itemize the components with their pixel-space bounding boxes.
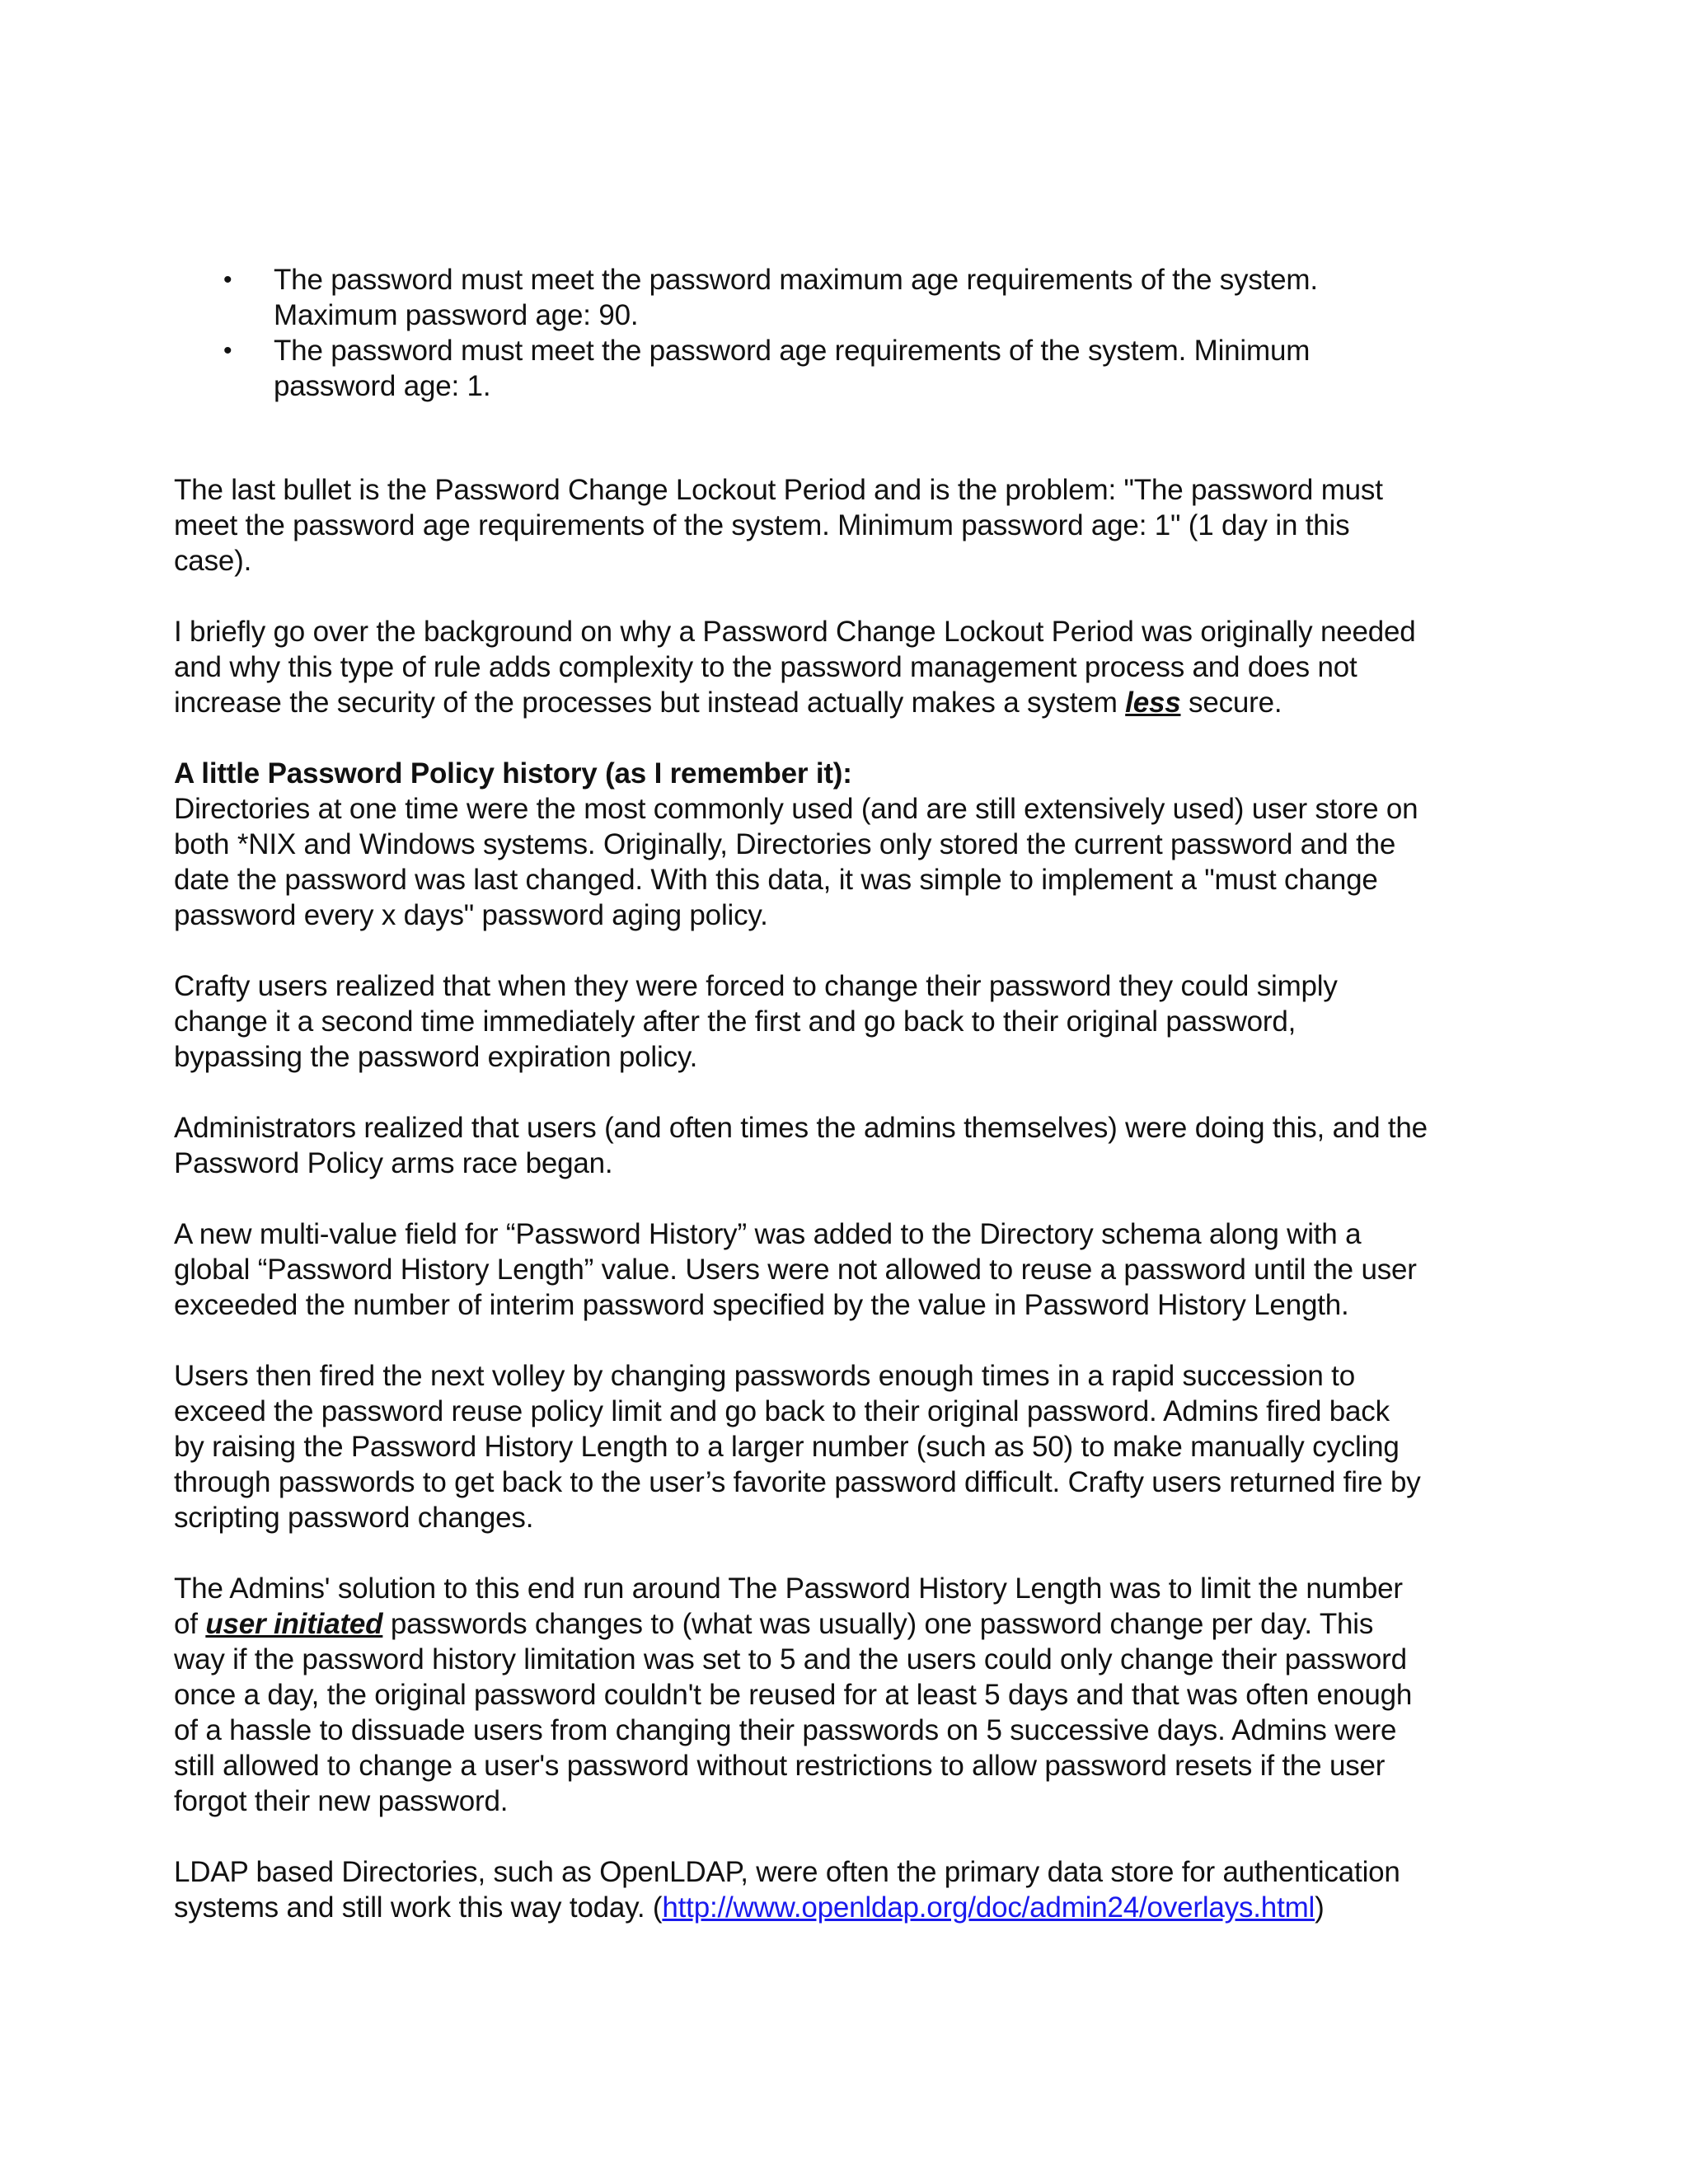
document-body — [174, 262, 1526, 1925]
text-span: ) — [1315, 1891, 1325, 1924]
text-line: way if the password history limitation was set to 5 and the users could only change their password — [174, 1643, 1407, 1675]
spacer — [174, 1819, 1526, 1854]
spacer — [174, 1535, 1526, 1571]
spacer — [174, 720, 1526, 756]
text-span: systems and still work this way today. ( — [174, 1891, 663, 1924]
text-line: exceeded the number of interim password specified by the value in Password History Length. — [174, 1289, 1349, 1321]
paragraph-directories — [174, 791, 1526, 933]
requirements-list — [174, 262, 1526, 404]
paragraph-lockout-period — [174, 472, 1526, 579]
list-item-line: The password must meet the password maximum age requirements of the system. — [274, 264, 1318, 296]
spacer — [174, 404, 1526, 472]
text-line — [174, 685, 1526, 720]
openldap-overlays-link[interactable]: http://www.openldap.org/doc/admin24/overlays.html — [662, 1891, 1315, 1924]
paragraph-background — [174, 614, 1526, 720]
text-line: of a hassle to dissuade users from changing their passwords on 5 successive days. Admins were — [174, 1714, 1397, 1746]
emphasis-less: less — [1125, 687, 1181, 719]
text-line: bypassing the password expiration policy. — [174, 1041, 698, 1073]
spacer — [174, 579, 1526, 614]
paragraph-next-volley — [174, 1358, 1526, 1535]
list-item — [174, 333, 1559, 404]
text-line: The last bullet is the Password Change Lockout Period and is the problem: "The password must — [174, 474, 1383, 506]
text-line: case). — [174, 545, 252, 577]
list-item-line: Maximum password age: 90. — [274, 299, 639, 331]
text-span: passwords changes to (what was usually) one password change per day. This — [382, 1608, 1374, 1640]
text-line — [174, 1606, 1526, 1642]
text-line: through passwords to get back to the user’s favorite password difficult. Crafty users returned fire by — [174, 1466, 1421, 1498]
bullet-icon: • — [223, 337, 232, 364]
text-line: A new multi-value field for “Password History” was added to the Directory schema along with a — [174, 1218, 1362, 1250]
list-item-line: password age: 1. — [274, 370, 491, 402]
text-line: I briefly go over the background on why a Password Change Lockout Period was originally needed — [174, 616, 1416, 648]
text-line: Administrators realized that users (and often times the admins themselves) were doing this, and the — [174, 1112, 1428, 1144]
spacer — [174, 1075, 1526, 1110]
paragraph-ldap — [174, 1854, 1526, 1925]
text-span: secure. — [1180, 687, 1282, 719]
text-span: increase the security of the processes but instead actually makes a system — [174, 687, 1126, 719]
text-line: Directories at one time were the most commonly used (and are still extensively used) user store on — [174, 793, 1418, 825]
text-span: of — [174, 1608, 206, 1640]
text-line — [174, 1890, 1526, 1925]
text-line: forgot their new password. — [174, 1785, 509, 1817]
paragraph-password-history — [174, 1216, 1526, 1323]
text-line: Users then fired the next volley by changing passwords enough times in a rapid succession to — [174, 1360, 1355, 1392]
text-line: Password Policy arms race began. — [174, 1147, 613, 1179]
list-item — [174, 262, 1559, 333]
section-heading: A little Password Policy history (as I remember it): — [174, 757, 852, 790]
text-line: scripting password changes. — [174, 1502, 534, 1534]
text-line: date the password was last changed. With this data, it was simple to implement a "must change — [174, 864, 1378, 896]
text-line: The Admins' solution to this end run around The Password History Length was to limit the number — [174, 1572, 1403, 1605]
text-line: both *NIX and Windows systems. Originally, Directories only stored the current password and the — [174, 828, 1396, 860]
spacer — [174, 1181, 1526, 1216]
spacer — [174, 1323, 1526, 1358]
emphasis-user-initiated: user initiated — [205, 1608, 383, 1640]
paragraph-administrators — [174, 1110, 1526, 1181]
text-line: change it a second time immediately after the first and go back to their original password, — [174, 1005, 1296, 1038]
text-line: Crafty users realized that when they were forced to change their password they could simply — [174, 970, 1338, 1002]
paragraph-crafty-users — [174, 968, 1526, 1075]
text-line: exceed the password reuse policy limit and go back to their original password. Admins fired back — [174, 1395, 1390, 1427]
text-line: still allowed to change a user's password without restrictions to allow password resets if the user — [174, 1750, 1386, 1782]
paragraph-admins-solution — [174, 1571, 1526, 1819]
bullet-icon: • — [223, 266, 232, 293]
text-line: once a day, the original password couldn't be reused for at least 5 days and that was often enough — [174, 1679, 1413, 1711]
text-line: and why this type of rule adds complexity to the password management process and does not — [174, 651, 1357, 683]
spacer — [174, 933, 1526, 968]
text-line: LDAP based Directories, such as OpenLDAP, were often the primary data store for authentication — [174, 1856, 1400, 1888]
text-line: by raising the Password History Length to a larger number (such as 50) to make manually cycling — [174, 1431, 1400, 1463]
text-line: password every x days" password aging policy. — [174, 899, 768, 931]
text-line: global “Password History Length” value. Users were not allowed to reuse a password until the user — [174, 1254, 1417, 1286]
list-item-line: The password must meet the password age requirements of the system. Minimum — [274, 335, 1311, 367]
text-line: meet the password age requirements of the system. Minimum password age: 1" (1 day in this — [174, 509, 1350, 541]
